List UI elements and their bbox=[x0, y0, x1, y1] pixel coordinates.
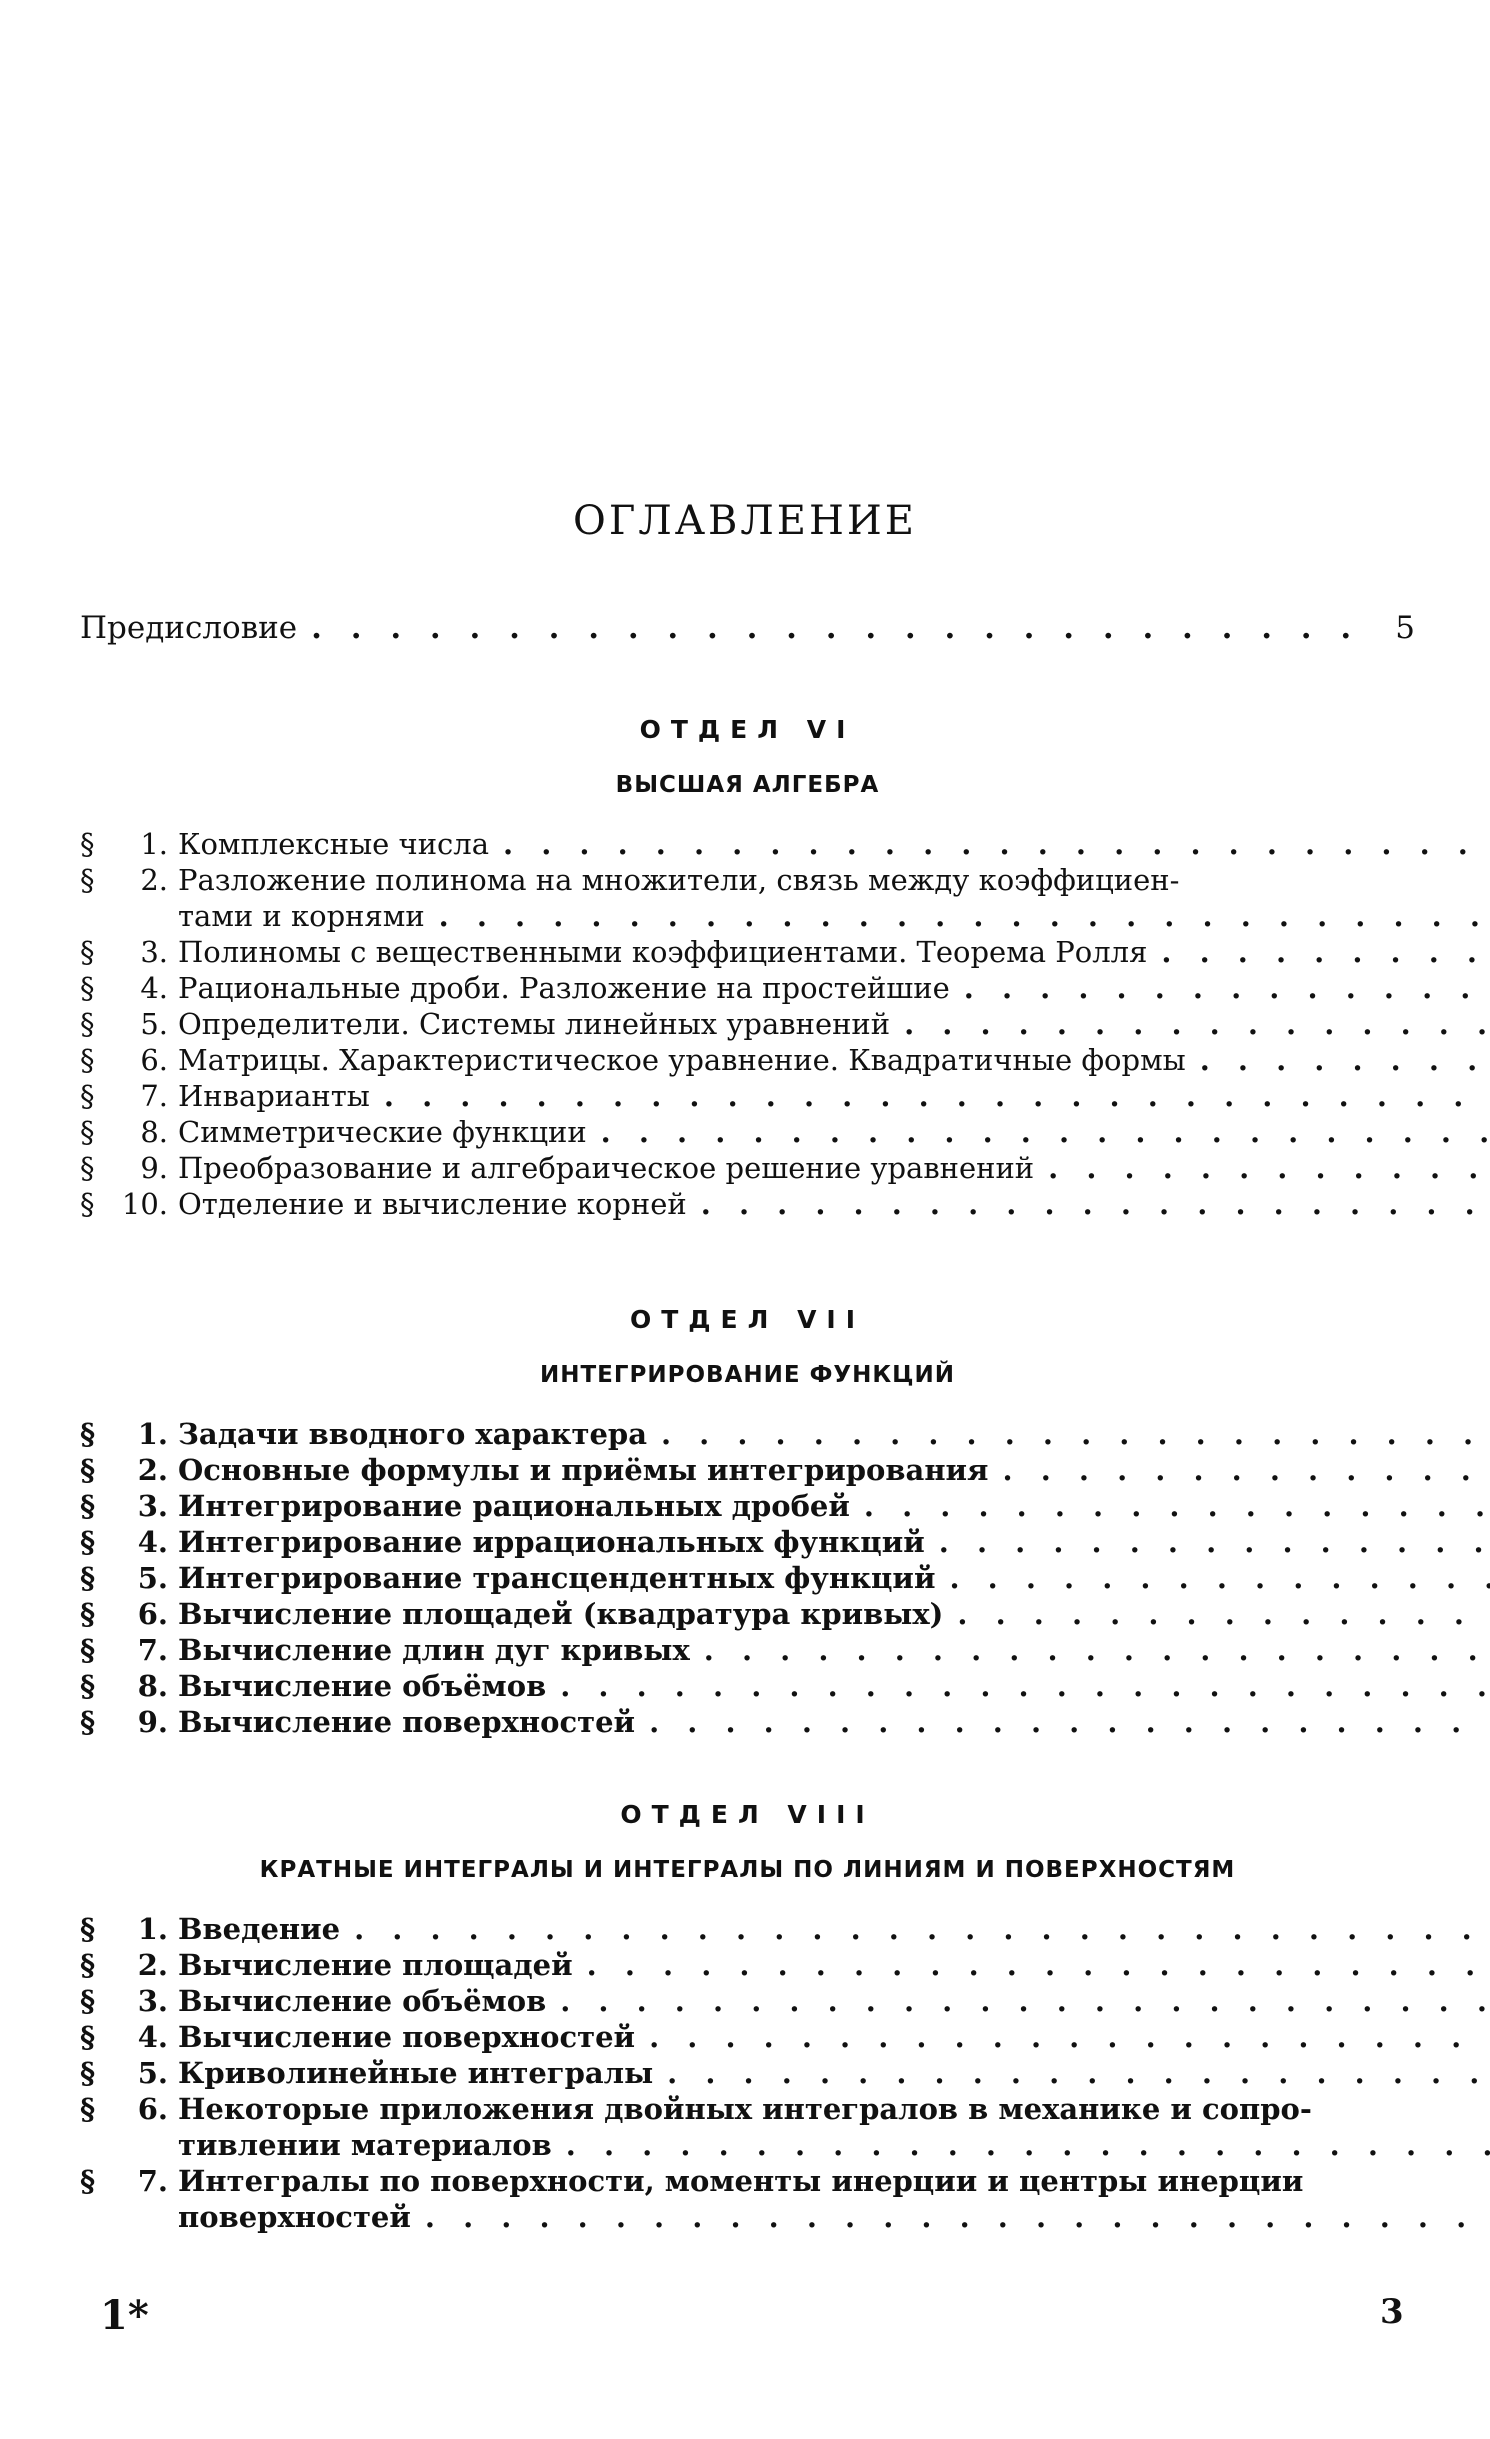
entry-body bbox=[178, 2055, 1490, 2091]
entry-number: 6. bbox=[137, 1597, 168, 1631]
entry-title: Интегралы по поверхности, моменты инерции и центры инерции bbox=[178, 2164, 1304, 2198]
preface-label: Предисловие bbox=[80, 610, 298, 646]
toc-entry bbox=[80, 1596, 1415, 1632]
entry-title: Вычисление объёмов bbox=[178, 1669, 547, 1703]
page-number: 3 bbox=[1380, 2292, 1404, 2332]
entry-number: 7. bbox=[140, 1079, 168, 1113]
entry-title: Вычисление поверхностей bbox=[178, 1705, 636, 1739]
section-sign: § bbox=[80, 2164, 96, 2198]
dot-leader bbox=[1003, 1452, 1490, 1488]
entry-number: 9. bbox=[140, 1151, 168, 1185]
section-sign: § bbox=[80, 1007, 95, 1041]
toc-entry bbox=[80, 862, 1415, 934]
dot-leader bbox=[939, 1524, 1490, 1560]
entry-body bbox=[178, 1042, 1490, 1078]
toc-entry bbox=[80, 1668, 1415, 1704]
section-sign: § bbox=[80, 1115, 95, 1149]
entry-title: Интегрирование трансцендентных функций bbox=[178, 1561, 936, 1595]
toc-entry bbox=[80, 934, 1415, 970]
entry-number: 2. bbox=[137, 1948, 168, 1982]
section-sign: § bbox=[80, 1453, 96, 1487]
section-sign: § bbox=[80, 2092, 96, 2126]
entry-number: 5. bbox=[137, 2056, 168, 2090]
entry-body bbox=[178, 1596, 1490, 1632]
dot-leader bbox=[384, 1078, 1490, 1114]
entry-body bbox=[178, 2019, 1490, 2055]
part-subtitle: ВЫСШАЯ АЛГЕБРА bbox=[615, 772, 880, 798]
entry-title: Основные формулы и приёмы интегрирования bbox=[178, 1453, 989, 1487]
toc-entry bbox=[80, 1186, 1415, 1222]
entry-number: 1. bbox=[140, 827, 168, 861]
entry-title: Некоторые приложения двойных интегралов в механике и сопро- bbox=[178, 2092, 1312, 2126]
entry-body bbox=[178, 1452, 1490, 1488]
entry-body bbox=[178, 970, 1490, 1006]
toc-entry bbox=[80, 1632, 1415, 1668]
entry-title-line2: тами и корнями bbox=[178, 899, 425, 933]
entry-number: 6. bbox=[137, 2092, 168, 2126]
entry-number: 9. bbox=[137, 1705, 168, 1739]
entry-number: 7. bbox=[137, 2164, 168, 2198]
dot-leader bbox=[704, 1632, 1490, 1668]
entry-body bbox=[178, 1114, 1490, 1150]
entry-body bbox=[178, 1524, 1490, 1560]
entry-body bbox=[178, 1186, 1490, 1222]
dot-leader bbox=[667, 2055, 1490, 2091]
entry-body bbox=[178, 826, 1490, 862]
entry-body bbox=[178, 862, 1490, 934]
entry-title-line2: поверхностей bbox=[178, 2200, 411, 2234]
section-sign: § bbox=[80, 1948, 96, 1982]
entry-number: 6. bbox=[140, 1043, 168, 1077]
entry-body bbox=[178, 1911, 1490, 1947]
toc-entry bbox=[80, 970, 1415, 1006]
entry-title: Интегрирование иррациональных функций bbox=[178, 1525, 925, 1559]
toc-list bbox=[80, 1911, 1415, 2235]
entry-title: Вычисление объёмов bbox=[178, 1984, 547, 2018]
entry-number: 1. bbox=[137, 1417, 168, 1451]
section-sign: § bbox=[80, 1525, 96, 1559]
toc-entry bbox=[80, 1704, 1415, 1740]
entry-number: 4. bbox=[140, 971, 168, 1005]
section-sign: § bbox=[80, 2056, 96, 2090]
dot-leader bbox=[1048, 1150, 1490, 1186]
toc-entry bbox=[80, 1560, 1415, 1596]
dot-leader bbox=[649, 2019, 1490, 2055]
entry-title: Определители. Системы линейных уравнений bbox=[178, 1007, 891, 1041]
preface-entry bbox=[80, 610, 1415, 646]
section-sign: § bbox=[80, 1187, 95, 1221]
section-sign: § bbox=[80, 1597, 96, 1631]
dot-leader bbox=[439, 898, 1490, 934]
entry-title: Инварианты bbox=[178, 1079, 370, 1113]
toc-entry bbox=[80, 1114, 1415, 1150]
section-sign: § bbox=[80, 863, 95, 897]
entry-body bbox=[178, 1150, 1490, 1186]
entry-title-continued bbox=[178, 898, 1490, 934]
entry-body bbox=[178, 1983, 1490, 2019]
toc-entry bbox=[80, 2055, 1415, 2091]
entry-body bbox=[178, 934, 1490, 970]
entry-body bbox=[178, 1488, 1490, 1524]
section-sign: § bbox=[80, 1705, 96, 1739]
toc-entry bbox=[80, 1983, 1415, 2019]
toc-list bbox=[80, 826, 1415, 1222]
entry-title: Вычисление длин дуг кривых bbox=[178, 1633, 690, 1667]
page-title: ОГЛАВЛЕНИЕ bbox=[573, 498, 917, 544]
part-title: ОТДЕЛ VI bbox=[639, 715, 856, 744]
entry-title: Криволинейные интегралы bbox=[178, 2056, 654, 2090]
toc-entry bbox=[80, 1488, 1415, 1524]
entry-title: Полиномы с вещественными коэффициентами. Теорема Ролля bbox=[178, 935, 1148, 969]
entry-number: 4. bbox=[137, 1525, 168, 1559]
entry-number: 2. bbox=[137, 1453, 168, 1487]
section-sign: § bbox=[80, 1043, 95, 1077]
entry-body bbox=[178, 1668, 1490, 1704]
dot-leader bbox=[311, 610, 1353, 646]
section-sign: § bbox=[80, 2020, 96, 2054]
entry-title: Симметрические функции bbox=[178, 1115, 587, 1149]
entry-number: 8. bbox=[137, 1669, 168, 1703]
entry-number: 3. bbox=[140, 935, 168, 969]
entry-number: 10. bbox=[121, 1187, 168, 1221]
entry-title: Комплексные числа bbox=[178, 827, 489, 861]
section-sign: § bbox=[80, 971, 95, 1005]
toc-entry bbox=[80, 1042, 1415, 1078]
dot-leader bbox=[904, 1006, 1490, 1042]
entry-number: 5. bbox=[137, 1561, 168, 1595]
entry-number: 2. bbox=[140, 863, 168, 897]
section-sign: § bbox=[80, 1079, 95, 1113]
dot-leader bbox=[864, 1488, 1490, 1524]
dot-leader bbox=[1161, 934, 1490, 970]
entry-number: 5. bbox=[140, 1007, 168, 1041]
entry-body bbox=[178, 1704, 1490, 1740]
entry-title: Вычисление поверхностей bbox=[178, 2020, 636, 2054]
part-title: ОТДЕЛ VII bbox=[629, 1305, 866, 1334]
entry-body bbox=[178, 1078, 1490, 1114]
dot-leader bbox=[957, 1596, 1490, 1632]
dot-leader bbox=[587, 1947, 1490, 1983]
part-subtitle: КРАТНЫЕ ИНТЕГРАЛЫ И ИНТЕГРАЛЫ ПО ЛИНИЯМ И ПОВЕРХНОСТЯМ bbox=[259, 1857, 1236, 1883]
preface-page: 5 bbox=[1395, 610, 1415, 646]
dot-leader bbox=[566, 2127, 1490, 2163]
part-subtitle: ИНТЕГРИРОВАНИЕ ФУНКЦИЙ bbox=[539, 1362, 956, 1388]
section-sign: § bbox=[80, 1151, 95, 1185]
section-sign: § bbox=[80, 1489, 96, 1523]
part-section bbox=[80, 1800, 1415, 2235]
entry-title: Преобразование и алгебраическое решение уравнений bbox=[178, 1151, 1035, 1185]
section-sign: § bbox=[80, 1561, 96, 1595]
section-sign: § bbox=[80, 1633, 96, 1667]
entry-number: 3. bbox=[137, 1984, 168, 2018]
dot-leader bbox=[354, 1911, 1490, 1947]
toc-entry bbox=[80, 1524, 1415, 1560]
toc-entry bbox=[80, 826, 1415, 862]
dot-leader bbox=[601, 1114, 1490, 1150]
toc-entry bbox=[80, 1416, 1415, 1452]
toc-entry bbox=[80, 2019, 1415, 2055]
dot-leader bbox=[503, 826, 1490, 862]
part-section bbox=[80, 715, 1415, 1222]
toc-entry bbox=[80, 1078, 1415, 1114]
entry-title-line2: тивлении материалов bbox=[178, 2128, 552, 2162]
entry-body bbox=[178, 1416, 1490, 1452]
entry-title: Рациональные дроби. Разложение на простейшие bbox=[178, 971, 950, 1005]
toc-entry bbox=[80, 2163, 1415, 2235]
toc-entry bbox=[80, 1452, 1415, 1488]
dot-leader bbox=[949, 1560, 1490, 1596]
section-sign: § bbox=[80, 1669, 96, 1703]
toc-entry bbox=[80, 2091, 1415, 2163]
dot-leader bbox=[649, 1704, 1490, 1740]
dot-leader bbox=[560, 1668, 1490, 1704]
entry-title: Задачи вводного характера bbox=[178, 1417, 647, 1451]
entry-title-continued bbox=[178, 2127, 1490, 2163]
section-sign: § bbox=[80, 827, 95, 861]
signature-mark: 1* bbox=[100, 2292, 149, 2339]
dot-leader bbox=[701, 1186, 1490, 1222]
entry-number: 1. bbox=[137, 1912, 168, 1946]
entry-number: 7. bbox=[137, 1633, 168, 1667]
toc-entry bbox=[80, 1911, 1415, 1947]
entry-body bbox=[178, 1560, 1490, 1596]
entry-title: Матрицы. Характеристическое уравнение. Квадратичные формы bbox=[178, 1043, 1186, 1077]
entry-body bbox=[178, 1947, 1490, 1983]
entry-title: Введение bbox=[178, 1912, 341, 1946]
entry-title: Вычисление площадей (квадратура кривых) bbox=[178, 1597, 944, 1631]
toc-list bbox=[80, 1416, 1415, 1740]
entry-title: Интегрирование рациональных дробей bbox=[178, 1489, 850, 1523]
entry-body bbox=[178, 1006, 1490, 1042]
part-title: ОТДЕЛ VIII bbox=[620, 1800, 875, 1829]
toc-entry bbox=[80, 1006, 1415, 1042]
section-sign: § bbox=[80, 935, 95, 969]
section-sign: § bbox=[80, 1417, 96, 1451]
entry-body bbox=[178, 2091, 1490, 2163]
entry-title: Вычисление площадей bbox=[178, 1948, 573, 1982]
entry-title: Разложение полинома на множители, связь между коэффициен- bbox=[178, 863, 1180, 897]
toc-entry bbox=[80, 1150, 1415, 1186]
section-sign: § bbox=[80, 1984, 96, 2018]
entry-title-continued bbox=[178, 2199, 1490, 2235]
entry-title: Отделение и вычисление корней bbox=[178, 1187, 687, 1221]
entry-number: 3. bbox=[137, 1489, 168, 1523]
part-section bbox=[80, 1305, 1415, 1740]
entry-number: 4. bbox=[137, 2020, 168, 2054]
dot-leader bbox=[1200, 1042, 1490, 1078]
dot-leader bbox=[661, 1416, 1490, 1452]
entry-body bbox=[178, 2163, 1490, 2235]
toc-entry bbox=[80, 1947, 1415, 1983]
dot-leader bbox=[425, 2199, 1490, 2235]
dot-leader bbox=[964, 970, 1490, 1006]
entry-body bbox=[178, 1632, 1490, 1668]
section-sign: § bbox=[80, 1912, 96, 1946]
entry-number: 8. bbox=[140, 1115, 168, 1149]
dot-leader bbox=[560, 1983, 1490, 2019]
